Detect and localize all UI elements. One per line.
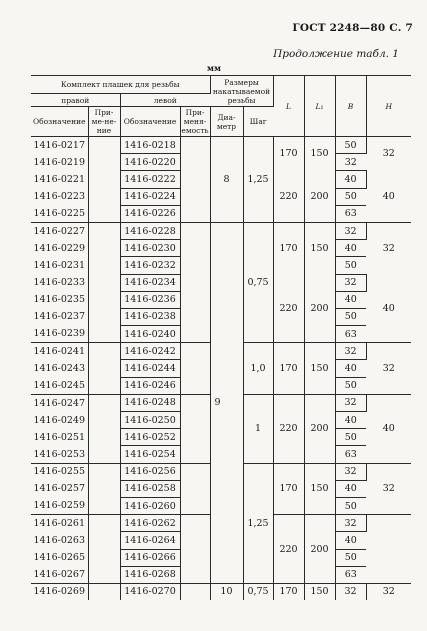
col-L-header: L	[273, 76, 304, 137]
right-code: 1416-0269	[31, 583, 88, 600]
left-code: 1416-0222	[120, 171, 180, 188]
right-code: 1416-0217	[31, 137, 88, 154]
right-code: 1416-0227	[31, 222, 88, 239]
L-cell: 170	[273, 137, 304, 171]
L-cell: 220	[273, 394, 304, 463]
B-cell: 63	[335, 326, 366, 343]
B-cell: 32	[335, 463, 366, 480]
B-cell: 50	[335, 188, 366, 205]
unit-label: мм	[207, 63, 221, 73]
designation-left-header: Обозначение	[120, 107, 180, 137]
left-code: 1416-0256	[120, 463, 180, 480]
B-cell: 63	[335, 205, 366, 222]
B-cell: 32	[335, 343, 366, 360]
col-B-header: B	[335, 76, 366, 137]
B-cell: 50	[335, 137, 366, 154]
left-code: 1416-0244	[120, 360, 180, 377]
L1-cell: 200	[304, 394, 335, 463]
left-code: 1416-0232	[120, 257, 180, 274]
pitch-cell: 1	[243, 394, 273, 463]
left-code: 1416-0266	[120, 549, 180, 566]
B-cell: 40	[335, 240, 366, 257]
left-code: 1416-0262	[120, 515, 180, 532]
left-code: 1416-0252	[120, 429, 180, 446]
L1-cell: 150	[304, 343, 335, 395]
B-cell: 40	[335, 171, 366, 188]
B-cell: 32	[335, 394, 366, 411]
right-code: 1416-0241	[31, 343, 88, 360]
left-code: 1416-0246	[120, 377, 180, 394]
diameter-header: Диа-метр	[210, 107, 243, 137]
L-cell: 170	[273, 463, 304, 515]
left-code: 1416-0240	[120, 326, 180, 343]
H-cell-last: 32	[366, 583, 411, 600]
right-code: 1416-0243	[31, 360, 88, 377]
left-code: 1416-0238	[120, 308, 180, 325]
left-code: 1416-0254	[120, 446, 180, 463]
H-cell: 40	[366, 394, 411, 463]
col-H-header: H	[366, 76, 411, 137]
B-cell: 40	[335, 291, 366, 308]
applicability-right-header: При-ме-не-ние	[88, 107, 120, 137]
L-cell: 170	[273, 222, 304, 274]
left-code: 1416-0226	[120, 205, 180, 222]
designation-right-header: Обозначение	[31, 107, 88, 137]
right-code: 1416-0245	[31, 377, 88, 394]
right-code: 1416-0239	[31, 326, 88, 343]
H-cell: 32	[366, 343, 411, 395]
pitch-cell: 1,25	[243, 463, 273, 583]
right-code: 1416-0251	[31, 429, 88, 446]
H-cell: 32	[366, 463, 411, 515]
L-cell: 220	[273, 274, 304, 343]
L-cell: 220	[273, 171, 304, 223]
left-code: 1416-0220	[120, 154, 180, 171]
L1-cell: 200	[304, 515, 335, 584]
right-code: 1416-0231	[31, 257, 88, 274]
right-code: 1416-0233	[31, 274, 88, 291]
col-L1-header: L₁	[304, 76, 335, 137]
right-code: 1416-0257	[31, 480, 88, 497]
L-cell: 220	[273, 515, 304, 584]
pitch-cell: 1,0	[243, 343, 273, 395]
pitch-cell: 1,25	[243, 137, 273, 223]
right-code: 1416-0255	[31, 463, 88, 480]
B-cell: 32	[335, 515, 366, 532]
right-code: 1416-0263	[31, 532, 88, 549]
spec-table	[31, 75, 411, 600]
left-code: 1416-0242	[120, 343, 180, 360]
right-code: 1416-0259	[31, 497, 88, 514]
right-code: 1416-0219	[31, 154, 88, 171]
diameter-cell: 9	[210, 222, 243, 583]
right-code: 1416-0237	[31, 308, 88, 325]
L1-cell: 150	[304, 222, 335, 274]
right-code: 1416-0229	[31, 240, 88, 257]
L-cell: 170	[273, 343, 304, 395]
B-cell: 50	[335, 497, 366, 514]
L1-cell: 200	[304, 274, 335, 343]
diameter-cell: 8	[210, 137, 243, 223]
left-code: 1416-0228	[120, 222, 180, 239]
B-cell: 40	[335, 360, 366, 377]
L1-cell: 150	[304, 463, 335, 515]
kit-group-header: Комплект плашек для резьбы	[31, 76, 210, 94]
right-code: 1416-0253	[31, 446, 88, 463]
thread-size-group-header: Размеры накатываемой резьбы	[210, 76, 273, 107]
diameter-cell: 10	[210, 583, 243, 600]
left-code: 1416-0218	[120, 137, 180, 154]
L-cell: 170	[273, 583, 304, 600]
L1-cell: 200	[304, 171, 335, 223]
left-code: 1416-0270	[120, 583, 180, 600]
H-cell: 32	[382, 148, 395, 160]
right-code: 1416-0265	[31, 549, 88, 566]
left-thread-header: левой	[120, 94, 210, 107]
pitch-cell: 0,75	[243, 583, 273, 600]
H-cell: 40	[366, 274, 411, 343]
L1-cell: 150	[304, 137, 335, 171]
B-cell: 32	[335, 583, 366, 600]
H-cell: 40	[366, 171, 411, 223]
pitch-cell: 0,75	[243, 222, 273, 342]
right-code: 1416-0223	[31, 188, 88, 205]
B-cell: 63	[344, 569, 357, 581]
standard-header: ГОСТ 2248—80 С. 7	[292, 22, 413, 34]
B-cell: 32	[335, 154, 366, 171]
B-cell: 63	[335, 446, 366, 463]
left-code: 1416-0224	[120, 188, 180, 205]
left-code: 1416-0264	[120, 532, 180, 549]
left-code: 1416-0258	[120, 480, 180, 497]
left-code: 1416-0236	[120, 291, 180, 308]
right-code: 1416-0267	[31, 566, 88, 583]
B-cell: 32	[335, 274, 366, 291]
left-code: 1416-0230	[120, 240, 180, 257]
B-cell: 50	[335, 549, 366, 566]
B-cell: 50	[335, 377, 366, 394]
left-code: 1416-0234	[120, 274, 180, 291]
right-thread-header: правой	[31, 94, 120, 107]
pitch-header: Шаг	[243, 107, 273, 137]
B-cell: 40	[335, 532, 366, 549]
L1-cell: 150	[304, 583, 335, 600]
B-cell: 50	[335, 257, 366, 274]
left-code: 1416-0250	[120, 412, 180, 429]
B-cell: 50	[335, 308, 366, 325]
right-code: 1416-0225	[31, 205, 88, 222]
H-cell: 32	[382, 242, 395, 254]
right-code: 1416-0221	[31, 171, 88, 188]
right-code: 1416-0247	[31, 394, 88, 411]
right-code: 1416-0261	[31, 515, 88, 532]
table-continuation-caption: Продолжение табл. 1	[273, 48, 399, 60]
B-cell: 40	[335, 480, 366, 497]
B-cell: 32	[335, 222, 366, 239]
left-code: 1416-0268	[120, 566, 180, 583]
H-cell-empty	[366, 515, 411, 584]
B-cell: 40	[335, 412, 366, 429]
left-code: 1416-0248	[120, 394, 180, 411]
applicability-left-header: При-меня-емость	[181, 108, 209, 135]
right-code: 1416-0235	[31, 291, 88, 308]
right-code: 1416-0249	[31, 412, 88, 429]
left-code: 1416-0260	[120, 497, 180, 514]
B-cell: 50	[335, 429, 366, 446]
